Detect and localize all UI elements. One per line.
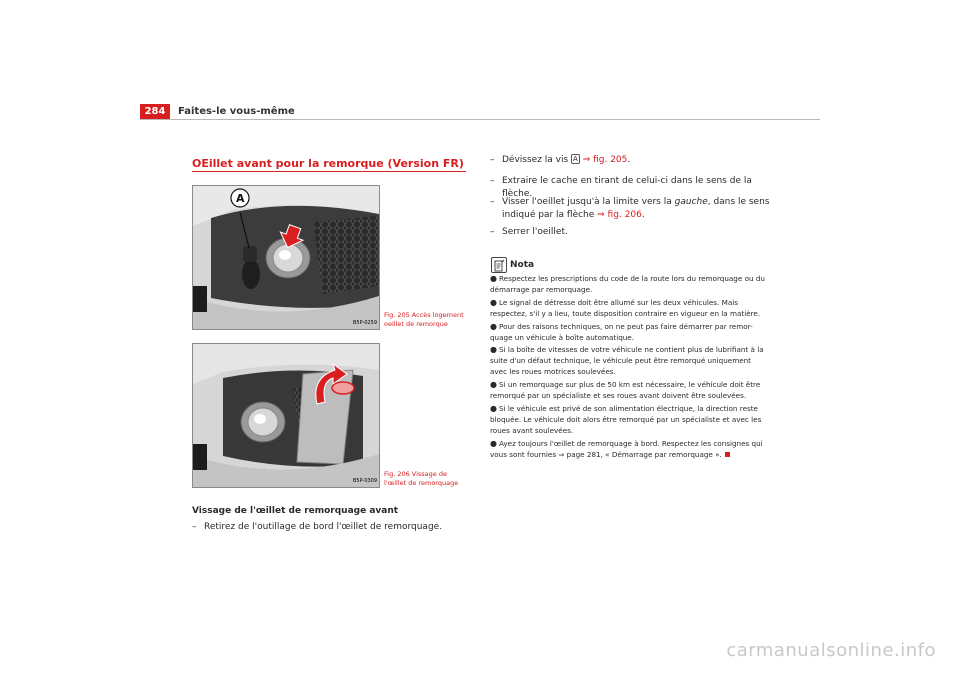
- figure-reference-link[interactable]: ⇒ fig. 206: [597, 210, 642, 220]
- header-divider: [140, 119, 820, 120]
- note-item: [490, 380, 770, 402]
- figure-label: A: [236, 192, 245, 205]
- step-text: [502, 154, 630, 167]
- page-number: 284: [140, 104, 170, 119]
- figure-206-caption: [384, 470, 464, 487]
- note-item: [490, 439, 770, 461]
- step-text-part: Dévissez la vis: [502, 155, 572, 165]
- instruction-step: [490, 175, 780, 199]
- step-text: Serrer l'oeillet.: [502, 227, 568, 237]
- note-list: [490, 274, 770, 463]
- note-text: Si le véhicule est privé de son alimentation électrique, la direction reste bloquée. Le véhicule doit alors être remorqué par un spécialiste et avec les roues avant soulevées.: [490, 403, 762, 435]
- note-icon: [491, 257, 507, 273]
- caption-line: Fig. 206 Vissage de: [384, 470, 447, 478]
- figure-reference-link[interactable]: ⇒ fig. 205: [579, 155, 628, 165]
- step-dash: –: [490, 227, 495, 237]
- bullet-icon: ●: [490, 380, 497, 390]
- instruction-step: [490, 154, 780, 168]
- step-text-italic: gauche: [674, 197, 708, 207]
- note-item: [490, 404, 770, 437]
- note-item: [490, 322, 770, 344]
- note-text: Si la boîte de vitesses de votre véhicule ne contient plus de lubrifiant à la suite d'un défaut technique, le véhicule peut être remorqué uniquement avec les roues motrices soulevées.: [490, 345, 764, 377]
- section-divider: [192, 171, 466, 172]
- callout-badge: A: [573, 155, 578, 163]
- step-dash: –: [490, 197, 495, 207]
- caption-line: l'œillet de remorquage: [384, 478, 459, 487]
- watermark: carmanualsonline.info: [726, 640, 936, 661]
- step-dash: –: [192, 522, 197, 532]
- note-text: [490, 439, 770, 461]
- note-text: Le signal de détresse doit être allumé sur les deux véhicules. Mais respectez, s'il y a lieu, toute disposition contraire en vigueur en la matière.: [490, 297, 761, 318]
- note-title: Nota: [510, 260, 535, 270]
- step-text: Extraire le cache en tirant de celui-ci dans le sens de la flèche.: [502, 176, 752, 199]
- step-text-part: .: [641, 210, 645, 220]
- step-text-part: .: [627, 155, 631, 165]
- bullet-icon: ●: [490, 403, 497, 413]
- instruction-step: [490, 226, 780, 240]
- note-text-part: Ayez toujours l'œillet de remorquage à bord. Respectez les consignes qui vous sont fournies ⇒ page 281, « Démarrage par remorquage ».: [490, 438, 763, 459]
- instruction-step: [490, 196, 780, 224]
- figure-205-image: [192, 185, 380, 330]
- step-text: [502, 196, 769, 222]
- bullet-icon: ●: [490, 438, 497, 448]
- end-of-section-icon: [725, 452, 730, 457]
- caption-line: Fig. 205 Accès logement: [384, 311, 464, 319]
- note-item: [490, 345, 770, 378]
- step-text-part: indiqué par la flèche: [502, 210, 598, 220]
- step-dash: –: [490, 176, 495, 186]
- bullet-icon: ●: [490, 345, 497, 355]
- step-dash: –: [490, 155, 495, 165]
- note-text: Respectez les prescriptions du code de la route lors du remorquage ou du démarrage par remorquage.: [490, 274, 765, 294]
- subsection-heading: Vissage de l'œillet de remorquage avant: [192, 506, 399, 516]
- note-text: Si un remorquage sur plus de 50 km est nécessaire, le véhicule doit être remorqué par un spécialiste et ses roues avant doivent être soulevées.: [490, 380, 761, 401]
- caption-line: oeillet de remorque: [384, 319, 448, 328]
- figure-206-image: [192, 343, 380, 488]
- step-text-part: Visser l'oeillet jusqu'à la limite vers la: [502, 197, 675, 207]
- step-text: Retirez de l'outillage de bord l'œillet de remorquage.: [204, 522, 443, 532]
- bullet-icon: ●: [490, 274, 497, 283]
- note-text: Pour des raisons techniques, on ne peut pas faire démarrer par remor-quage un véhicule à boîte automatique.: [490, 321, 753, 342]
- running-title: Faites-le vous-même: [178, 106, 295, 117]
- step-text-part: , dans le sens: [707, 197, 770, 207]
- section-title: OEillet avant pour la remorque (Version FR): [192, 157, 464, 170]
- instruction-step: [192, 521, 472, 535]
- note-item: [490, 274, 770, 296]
- bullet-icon: ●: [490, 297, 497, 307]
- bullet-icon: ●: [490, 321, 497, 331]
- figure-205-caption: [384, 311, 464, 328]
- figure-code: B5P-0259: [353, 320, 378, 326]
- figure-code: B5P-0309: [353, 478, 378, 484]
- note-item: [490, 298, 770, 320]
